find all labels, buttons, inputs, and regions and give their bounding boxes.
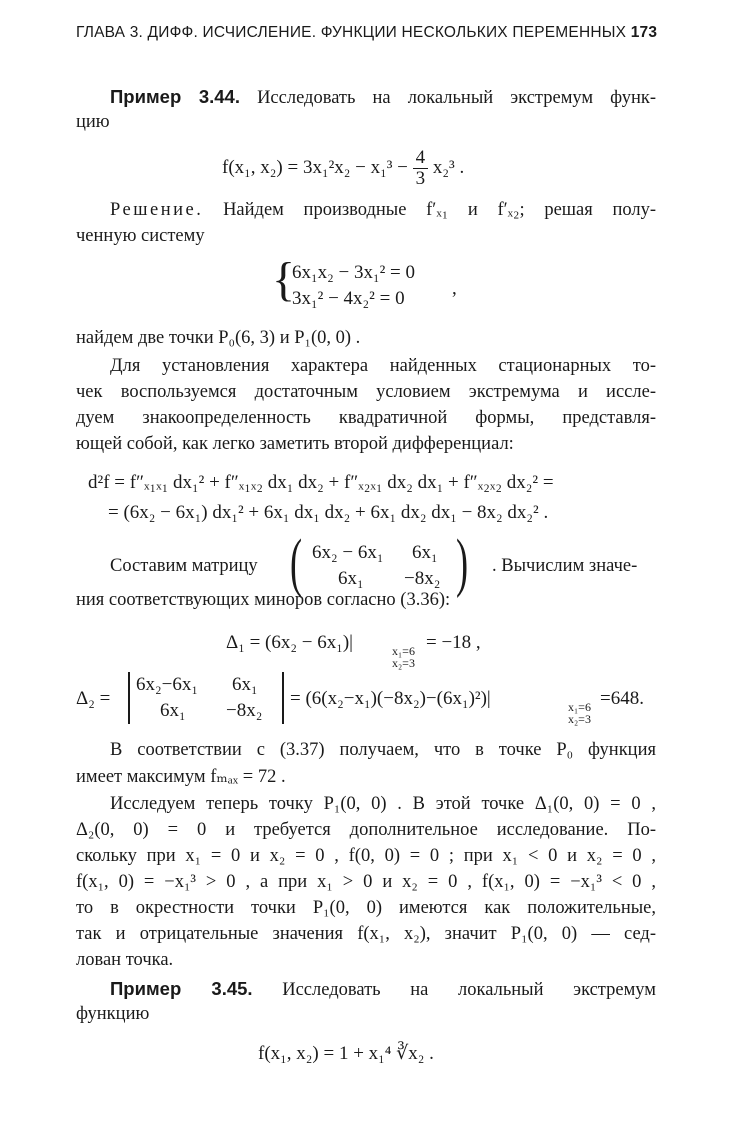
example-345-label: Пример 3.45. [110,978,253,999]
fraction-numerator: 4 [413,148,429,169]
example-344-label: Пример 3.44. [110,86,240,107]
formula-left: f(x₁, x₂) = 3x₁²x₂ − x₁³ − [222,156,408,178]
solution-line1-text: Найдем производные f′ₓ₁ и f′ₓ₂; решая полу- [223,200,656,220]
p1-line5: то в окрестности точки P₁(0, 0) имеются как положительные, [76,898,656,918]
system-trailing-comma: , [452,278,457,299]
system-eq2: 3x₁² − 4x₂² = 0 [292,288,405,309]
matrix-r1c1: 6x₂ − 6x₁ [312,542,384,563]
para1-line4: ющей собой, как легко заметить второй дифференциал: [76,434,514,454]
example-344-formula [222,148,464,189]
delta2-r2c1: 6x₁ [160,700,186,721]
p1-line6: так и отрицательные значения f(x₁, x₂), значит P₁(0, 0) — сед- [76,924,656,944]
max-line1: В соответствии с (3.37) получаем, что в точке P₀ функция [110,740,656,760]
p1-line7: лован точка. [76,950,174,970]
delta2-expression: = (6(x₂−x₁)(−8x₂)−(6x₁)²)| [290,688,491,709]
delta2-r1c1: 6x₂−6x₁ [136,674,198,695]
delta2-sub-top: x₁=6 [568,700,591,714]
formula-fraction [413,148,429,189]
running-head [76,24,656,42]
p1-line3: скольку при x₁ = 0 и x₂ = 0 , f(0, 0) = 0 ; при x₁ < 0 и x₂ = 0 , [76,846,656,866]
delta2-sub-bottom: x₂=3 [568,712,591,726]
example-344-task-line1: Исследовать на локальный экстремум функ- [257,88,657,108]
minors-line: ния соответствующих миноров согласно (3.36): [76,590,451,610]
solution-line2: ченную систему [76,226,205,246]
example-344-task-line2: цию [76,112,110,132]
para1-line3: дуем знакоопределенность квадратичной формы, представля- [76,408,656,428]
para1-line1: Для установления характера найденных стационарных то- [110,356,656,376]
matrix-r2c1: 6x₁ [338,568,364,589]
d2f-line1: d²f = f″ₓ₁ₓ₁ dx₁² + f″ₓ₁ₓ₂ dx₁ dx₂ + f″ₓ₂ₓ₁ dx₂ dx₁ + f″ₓ₂ₓ₂ dx₂² = [88,472,554,493]
p1-line1: Исследуем теперь точку P₁(0, 0) . В этой точке Δ₁(0, 0) = 0 , [110,794,656,814]
solution-line1 [110,200,656,221]
delta1-result: = −18 , [426,632,481,653]
delta2-label: Δ₂ = [76,688,111,709]
system-brace: { [272,253,296,306]
matrix-r1c2: 6x₁ [412,542,438,563]
delta1-sub-top: x₁=6 [392,644,415,658]
det-right-bar [282,672,284,724]
d2f-line2: = (6x₂ − 6x₁) dx₁² + 6x₁ dx₁ dx₂ + 6x₁ dx₂ dx₁ − 8x₂ dx₂² . [108,502,549,523]
delta2-result: =648. [600,688,644,709]
delta1-expression [226,632,353,654]
page-number: 173 [630,24,658,41]
delta2-r2c2: −8x₂ [226,700,263,721]
delta2-r1c2: 6x₁ [232,674,258,695]
example-345-formula: f(x₁, x₂) = 1 + x₁⁴ ∛x₂ . [258,1043,434,1064]
example-344-heading [110,86,656,109]
p1-line4: f(x₁, 0) = −x₁³ > 0 , а при x₁ > 0 и x₂ = 0 , f(x₁, 0) = −x₁³ < 0 , [76,872,656,892]
solution-label: Решение. [110,200,204,220]
matrix-intro: Составим матрицу [110,556,258,576]
para1-line2: чек воспользуемся достаточным условием экстремума и иссле- [76,382,656,402]
det-left-bar [128,672,130,724]
running-head-title: ГЛАВА 3. ДИФФ. ИСЧИСЛЕНИЕ. ФУНКЦИИ НЕСКОЛЬКИХ ПЕРЕМЕННЫХ [76,24,627,41]
points-line: найдем две точки P₀(6, 3) и P₁(0, 0) . [76,328,361,348]
max-line2: имеет максимум fₘₐₓ = 72 . [76,767,286,787]
matrix-right-paren: ) [456,526,469,599]
formula-right: x₂³ . [432,156,465,178]
fraction-denominator: 3 [415,168,426,189]
example-345-task-line1: Исследовать на локальный экстремум [282,980,657,1000]
p1-line2: Δ₂(0, 0) = 0 и требуется дополнительное исследование. По- [76,820,656,840]
system-eq1: 6x₁x₂ − 3x₁² = 0 [292,262,415,283]
delta1-main: Δ₁ = (6x₂ − 6x₁)| [226,632,353,653]
matrix-left-paren: ( [290,526,303,599]
matrix-r2c2: −8x₂ [404,568,441,589]
matrix-after: . Вычислим значе- [492,556,638,576]
delta1-sub-bottom: x₂=3 [392,656,415,670]
example-345-heading [110,978,656,1001]
example-345-task-line2: функцию [76,1004,150,1024]
